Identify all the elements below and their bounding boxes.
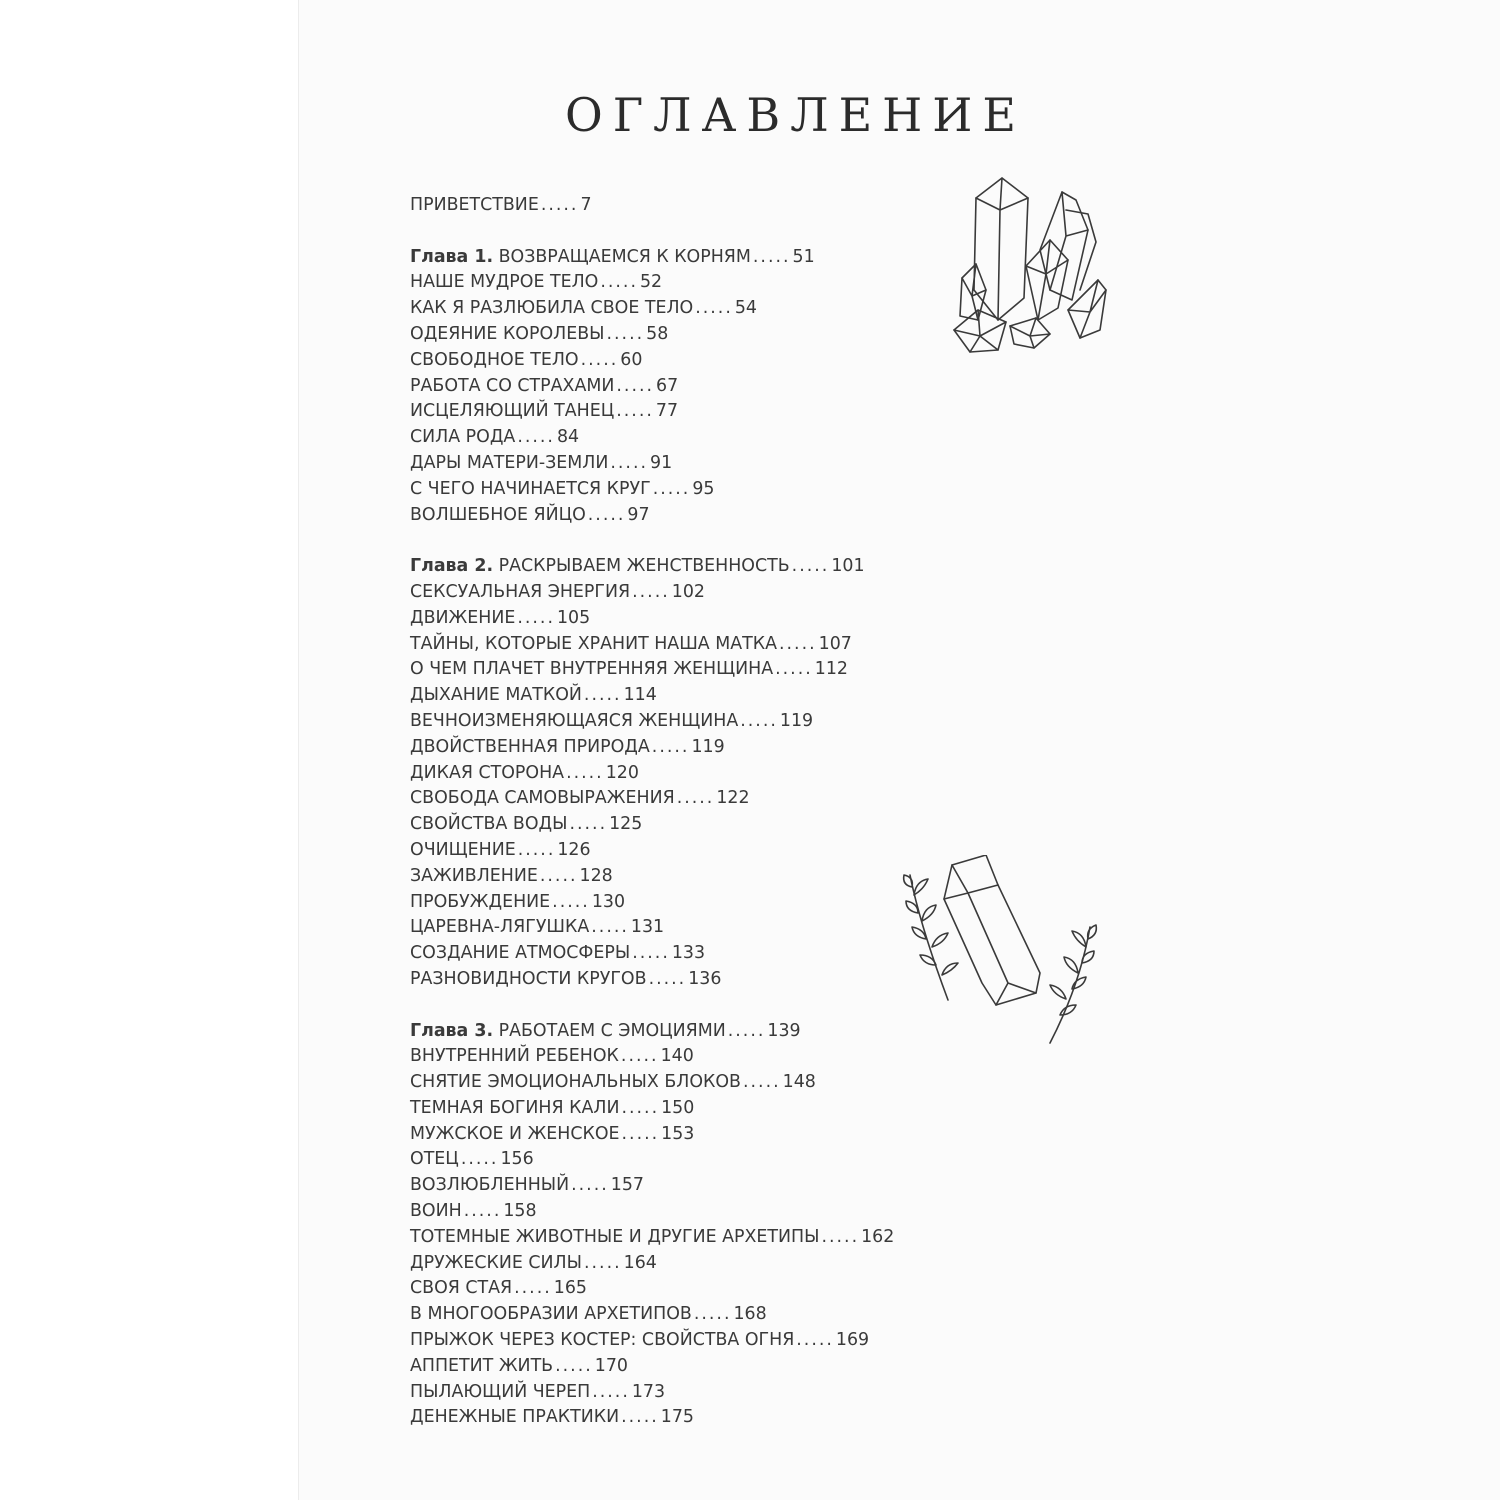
entry-title: ДЕНЕЖНЫЕ ПРАКТИКИ	[410, 1407, 620, 1428]
page-number: 173	[631, 1381, 666, 1402]
toc-entry[interactable]	[410, 735, 894, 761]
crystal-with-sprigs-icon	[890, 855, 1120, 1050]
entry-title: ДВОЙСТВЕННАЯ ПРИРОДА	[410, 736, 650, 757]
toc-entry[interactable]	[410, 606, 894, 632]
entry-title: СВОЯ СТАЯ	[410, 1278, 513, 1299]
toc-entry[interactable]	[410, 683, 894, 709]
entry-title: СИЛА РОДА	[410, 427, 516, 448]
entry-title: ЗАЖИВЛЕНИЕ	[410, 865, 538, 886]
leader-dots: .....	[616, 401, 654, 422]
toc-entry[interactable]	[410, 632, 894, 658]
toc-entry[interactable]	[410, 503, 894, 529]
entry-title: СВОБОДНОЕ ТЕЛО	[410, 349, 579, 370]
leader-dots: .....	[821, 1226, 860, 1247]
section-spacer	[410, 219, 894, 245]
leader-dots: .....	[632, 943, 670, 964]
page-number: 60	[620, 349, 643, 370]
page-number: 175	[660, 1407, 694, 1428]
leader-dots: .....	[592, 1381, 630, 1402]
leader-dots: .....	[651, 736, 690, 757]
toc-entry[interactable]	[410, 1070, 894, 1096]
page-number: 51	[792, 246, 815, 267]
page-number: 102	[671, 581, 705, 602]
entry-title: ДЫХАНИЕ МАТКОЙ	[410, 685, 582, 706]
leader-dots: .....	[695, 298, 733, 319]
page-number: 156	[500, 1149, 534, 1170]
toc-entry[interactable]	[410, 1276, 894, 1302]
toc-entry[interactable]	[410, 1199, 894, 1225]
page-number: 164	[623, 1252, 657, 1273]
chapter-title: ВОЗВРАЩАЕМСЯ К КОРНЯМ	[493, 246, 751, 267]
entry-title: СВОЙСТВА ВОДЫ	[410, 814, 568, 835]
toc-entry[interactable]	[410, 864, 894, 890]
leader-dots: .....	[796, 1330, 834, 1351]
page-number: 140	[660, 1046, 694, 1067]
toc-entry[interactable]	[410, 1380, 894, 1406]
leader-dots: .....	[652, 478, 691, 499]
toc-entry[interactable]	[410, 477, 894, 503]
leader-dots: .....	[743, 1072, 781, 1093]
toc-entry[interactable]	[410, 709, 894, 735]
toc-entry[interactable]	[410, 348, 894, 374]
toc-entry[interactable]	[410, 296, 894, 322]
entry-title: О ЧЕМ ПЛАЧЕТ ВНУТРЕННЯЯ ЖЕНЩИНА	[410, 659, 774, 680]
page-number: 136	[688, 968, 722, 989]
page-number: 95	[692, 478, 715, 499]
leader-dots: .....	[752, 246, 791, 267]
page-number: 130	[591, 891, 626, 912]
page-number: 162	[861, 1226, 895, 1247]
entry-title: ДРУЖЕСКИЕ СИЛЫ	[410, 1252, 582, 1273]
toc-entry-intro[interactable]	[410, 193, 894, 219]
entry-title: ДИКАЯ СТОРОНА	[410, 762, 565, 783]
entry-title: АППЕТИТ ЖИТЬ	[410, 1355, 554, 1376]
page-number: 165	[553, 1278, 587, 1299]
entry-title: ИСЦЕЛЯЮЩИЙ ТАНЕЦ	[410, 401, 615, 422]
leader-dots: .....	[583, 1252, 622, 1273]
page-number: 120	[605, 762, 639, 783]
entry-title: ОДЕЯНИЕ КОРОЛЕВЫ	[410, 323, 605, 344]
entry-title: ВОЛШЕБНОЕ ЯЙЦО	[410, 504, 586, 525]
entry-title: ВНУТРЕННИЙ РЕБЕНОК	[410, 1046, 619, 1067]
leader-dots: .....	[540, 195, 579, 215]
table-of-contents	[410, 193, 894, 1431]
toc-entry[interactable]	[410, 580, 894, 606]
leader-dots: .....	[676, 788, 715, 809]
entry-title: ПРИВЕТСТВИЕ	[410, 195, 539, 215]
toc-chapter-1[interactable]	[410, 245, 894, 271]
toc-entry[interactable]	[410, 1122, 894, 1148]
entry-title: ТОТЕМНЫЕ ЖИВОТНЫЕ И ДРУГИЕ АРХЕТИПЫ	[410, 1226, 820, 1247]
toc-entry[interactable]	[410, 967, 894, 993]
leader-dots: .....	[621, 1097, 660, 1118]
page-number: 131	[630, 917, 665, 938]
leader-dots: .....	[616, 375, 655, 396]
leader-dots: .....	[621, 1407, 659, 1428]
chapter-label: Глава 3.	[410, 1020, 494, 1041]
leader-dots: .....	[517, 839, 556, 860]
leader-dots: .....	[555, 1355, 593, 1376]
entry-title: НАШЕ МУДРОЕ ТЕЛО	[410, 272, 599, 293]
toc-entry[interactable]	[410, 399, 894, 425]
leader-dots: .....	[791, 556, 830, 577]
entry-title: С ЧЕГО НАЧИНАЕТСЯ КРУГ	[410, 478, 651, 499]
leader-dots: .....	[727, 1020, 766, 1041]
page-number: 58	[646, 323, 669, 344]
toc-entry[interactable]	[410, 1044, 894, 1070]
toc-entry[interactable]	[410, 270, 894, 296]
page-number: 54	[734, 298, 757, 319]
crystal-cluster-icon	[940, 170, 1112, 358]
toc-chapter-2[interactable]	[410, 554, 894, 580]
chapter-label: Глава 1.	[410, 246, 494, 267]
entry-title: СОЗДАНИЕ АТМОСФЕРЫ	[410, 943, 631, 964]
toc-entry[interactable]	[410, 1405, 894, 1431]
page-number: 125	[609, 814, 643, 835]
page-number: 158	[503, 1201, 537, 1222]
page-number: 119	[779, 710, 814, 731]
page-number: 84	[556, 427, 580, 448]
entry-title: ВОИН	[410, 1201, 462, 1222]
page-number: 52	[639, 272, 663, 293]
page-number: 157	[610, 1175, 644, 1196]
leader-dots: .....	[571, 1175, 609, 1196]
toc-entry[interactable]	[410, 838, 894, 864]
page-number: 101	[831, 556, 865, 577]
entry-title: В МНОГООБРАЗИИ АРХЕТИПОВ	[410, 1304, 692, 1325]
page-number: 114	[623, 685, 657, 706]
entry-title: РАБОТА СО СТРАХАМИ	[410, 375, 615, 396]
leader-dots: .....	[460, 1149, 499, 1170]
section-spacer	[410, 528, 894, 554]
page-number: 7	[580, 195, 592, 215]
leader-dots: .....	[648, 968, 687, 989]
page-number: 126	[557, 839, 591, 860]
toc-entry[interactable]	[410, 812, 894, 838]
toc-entry[interactable]	[410, 761, 894, 787]
toc-entry[interactable]	[410, 915, 894, 941]
page-number: 170	[594, 1355, 628, 1376]
toc-entry[interactable]	[410, 451, 894, 477]
leader-dots: .....	[539, 865, 578, 886]
page-number: 139	[767, 1020, 801, 1041]
leader-dots: .....	[632, 581, 670, 602]
page-number: 128	[579, 865, 613, 886]
entry-title: ТЕМНАЯ БОГИНЯ КАЛИ	[410, 1097, 620, 1118]
chapter-label: Глава 2.	[410, 556, 494, 577]
leader-dots: .....	[517, 607, 555, 628]
entry-title: ДАРЫ МАТЕРИ-ЗЕМЛИ	[410, 452, 609, 473]
toc-entry[interactable]	[410, 786, 894, 812]
leader-dots: .....	[606, 323, 645, 344]
leader-dots: .....	[583, 685, 622, 706]
entry-title: ПЫЛАЮЩИЙ ЧЕРЕП	[410, 1381, 591, 1402]
leader-dots: .....	[591, 917, 629, 938]
entry-title: ВОЗЛЮБЛЕННЫЙ	[410, 1175, 570, 1196]
leader-dots: .....	[779, 633, 817, 654]
chapter-title: РАСКРЫВАЕМ ЖЕНСТВЕННОСТЬ	[493, 556, 790, 577]
page-number: 105	[556, 607, 591, 628]
page-number: 97	[627, 504, 650, 525]
page-number: 119	[691, 736, 725, 757]
page-number: 122	[716, 788, 750, 809]
entry-title: ДВИЖЕНИЕ	[410, 607, 516, 628]
toc-chapter-3[interactable]	[410, 1019, 894, 1045]
entry-title: СНЯТИЕ ЭМОЦИОНАЛЬНЫХ БЛОКОВ	[410, 1072, 741, 1093]
entry-title: ПРЫЖОК ЧЕРЕЗ КОСТЕР: СВОЙСТВА ОГНЯ	[410, 1330, 795, 1351]
page-number: 77	[655, 401, 679, 422]
toc-entry[interactable]	[410, 1173, 894, 1199]
leader-dots: .....	[775, 659, 813, 680]
toc-entry[interactable]	[410, 425, 894, 451]
leader-dots: .....	[600, 272, 638, 293]
page-number: 148	[782, 1072, 816, 1093]
toc-entry[interactable]	[410, 941, 894, 967]
entry-title: РАЗНОВИДНОСТИ КРУГОВ	[410, 968, 647, 989]
page-number: 112	[814, 659, 848, 680]
leader-dots: .....	[569, 814, 608, 835]
toc-entry[interactable]	[410, 1328, 894, 1354]
leader-dots: .....	[552, 891, 590, 912]
entry-title: МУЖСКОЕ И ЖЕНСКОЕ	[410, 1123, 620, 1144]
toc-entry[interactable]	[410, 1147, 894, 1173]
leader-dots: .....	[620, 1046, 659, 1067]
page-number: 133	[671, 943, 706, 964]
page-number: 153	[661, 1123, 695, 1144]
toc-entry[interactable]	[410, 322, 894, 348]
toc-entry[interactable]	[410, 1096, 894, 1122]
entry-title: ВЕЧНОИЗМЕНЯЮЩАЯСЯ ЖЕНЩИНА	[410, 710, 739, 731]
leader-dots: .....	[587, 504, 626, 525]
section-spacer	[410, 993, 894, 1019]
toc-entry[interactable]	[410, 1354, 894, 1380]
toc-entry[interactable]	[410, 657, 894, 683]
leader-dots: .....	[740, 710, 778, 731]
chapter-title: РАБОТАЕМ С ЭМОЦИЯМИ	[493, 1020, 726, 1041]
entry-title: КАК Я РАЗЛЮБИЛА СВОЕ ТЕЛО	[410, 298, 694, 319]
page-title: ОГЛАВЛЕНИЕ	[565, 88, 1026, 142]
entry-title: ОТЕЦ	[410, 1149, 459, 1170]
toc-entry[interactable]	[410, 1302, 894, 1328]
page-number: 107	[818, 633, 852, 654]
entry-title: ПРОБУЖДЕНИЕ	[410, 891, 551, 912]
toc-entry[interactable]	[410, 374, 894, 400]
toc-entry[interactable]	[410, 1251, 894, 1277]
page-number: 67	[656, 375, 679, 396]
entry-title: СВОБОДА САМОВЫРАЖЕНИЯ	[410, 788, 675, 809]
toc-entry[interactable]	[410, 1225, 894, 1251]
leader-dots: .....	[463, 1201, 502, 1222]
leader-dots: .....	[610, 452, 648, 473]
page-number: 91	[650, 452, 673, 473]
leader-dots: .....	[566, 762, 604, 783]
page-number: 150	[661, 1097, 695, 1118]
entry-title: СЕКСУАЛЬНАЯ ЭНЕРГИЯ	[410, 581, 631, 602]
leader-dots: .....	[621, 1123, 660, 1144]
leader-dots: .....	[580, 349, 619, 370]
entry-title: ЦАРЕВНА-ЛЯГУШКА	[410, 917, 590, 938]
page-number: 169	[835, 1330, 870, 1351]
entry-title: ОЧИЩЕНИЕ	[410, 839, 516, 860]
leader-dots: .....	[693, 1304, 732, 1325]
toc-entry[interactable]	[410, 890, 894, 916]
page-number: 168	[733, 1304, 767, 1325]
entry-title: ТАЙНЫ, КОТОРЫЕ ХРАНИТ НАША МАТКА	[410, 633, 777, 654]
leader-dots: .....	[514, 1278, 552, 1299]
leader-dots: .....	[517, 427, 555, 448]
page-margin	[0, 0, 298, 1500]
